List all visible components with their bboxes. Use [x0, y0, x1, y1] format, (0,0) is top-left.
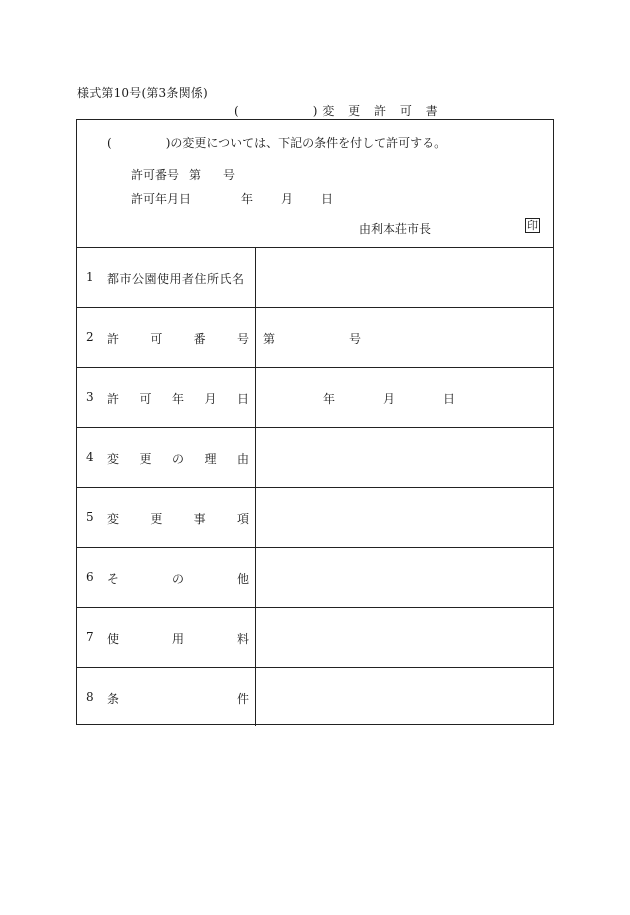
item-rows	[77, 248, 553, 726]
permit-date-label: 許可年月日	[131, 192, 192, 206]
row-value-cell[interactable]	[256, 668, 553, 726]
row-label-char: 許	[107, 392, 120, 406]
value-go: 号	[349, 332, 362, 346]
table-row	[77, 248, 553, 308]
row-value-cell[interactable]	[256, 368, 553, 427]
statement-open-paren: (	[107, 136, 112, 150]
row-label-char: 料	[236, 632, 249, 646]
row-label-char: 日	[236, 392, 249, 406]
row-number: 4	[86, 450, 94, 464]
row-value-cell[interactable]	[256, 488, 553, 547]
row-label	[107, 270, 249, 287]
row-label-cell	[77, 368, 256, 427]
table-row	[77, 668, 553, 726]
seal-mark: 印	[527, 219, 538, 232]
row-label-char: 件	[236, 692, 249, 706]
permit-number-go: 号	[223, 168, 236, 182]
row-label	[107, 570, 249, 587]
row-value-cell[interactable]	[256, 428, 553, 487]
permit-number-dai: 第	[189, 168, 202, 182]
row-label-char: 都市公園使用者住所氏名	[107, 272, 245, 286]
row-label	[107, 390, 249, 407]
row-number: 8	[86, 690, 94, 704]
row-label	[107, 690, 249, 707]
permit-number-line	[131, 166, 235, 183]
row-value-cell[interactable]	[256, 308, 553, 367]
row-value-cell[interactable]	[256, 248, 553, 307]
row-number: 6	[86, 570, 94, 584]
permit-number-value	[263, 330, 361, 347]
value-day: 日	[443, 392, 456, 406]
row-number: 7	[86, 630, 94, 644]
table-row	[77, 608, 553, 668]
row-label	[107, 450, 249, 467]
row-number: 1	[86, 270, 94, 284]
row-label-char: 許	[107, 332, 120, 346]
row-label-char: 使	[107, 632, 120, 646]
row-value-cell[interactable]	[256, 548, 553, 607]
table-row	[77, 308, 553, 368]
permit-date-month: 月	[281, 192, 294, 206]
value-year: 年	[323, 392, 336, 406]
row-label-char: 更	[139, 452, 152, 466]
permit-date-day: 日	[321, 192, 334, 206]
row-number: 3	[86, 390, 94, 404]
header-block	[77, 120, 553, 248]
row-label-cell	[77, 428, 256, 487]
permit-form-table	[76, 119, 554, 725]
document-title	[234, 102, 443, 119]
row-label-char: 理	[204, 452, 217, 466]
title-text: )変 更 許 可 書	[312, 104, 443, 118]
value-dai: 第	[263, 332, 276, 346]
row-label-char: 用	[171, 632, 184, 646]
permit-date-year: 年	[241, 192, 254, 206]
row-label-char: 変	[107, 452, 120, 466]
row-label-char: 年	[171, 392, 184, 406]
row-label-char: そ	[107, 572, 120, 586]
permit-statement	[107, 134, 446, 151]
table-row	[77, 488, 553, 548]
row-label-char: 他	[236, 572, 249, 586]
row-label	[107, 510, 249, 527]
form-number-label: 様式第10号(第3条関係)	[77, 86, 208, 100]
permit-date-value	[323, 390, 455, 407]
row-label-char: 更	[150, 512, 163, 526]
permit-number-label: 許可番号	[131, 168, 180, 182]
permit-date-line	[131, 190, 333, 207]
mayor-name: 由利本荘市長	[359, 222, 432, 236]
row-value-cell[interactable]	[256, 608, 553, 667]
row-number: 2	[86, 330, 94, 344]
row-label-char: 番	[193, 332, 206, 346]
row-number: 5	[86, 510, 94, 524]
row-label-char: 変	[107, 512, 120, 526]
title-open-paren: (	[234, 104, 239, 118]
row-label-cell	[77, 668, 256, 726]
row-label-cell	[77, 608, 256, 667]
row-label-char: 月	[204, 392, 217, 406]
row-label-cell	[77, 308, 256, 367]
row-label-char: 条	[107, 692, 120, 706]
table-row	[77, 548, 553, 608]
row-label-cell	[77, 248, 256, 307]
value-month: 月	[383, 392, 396, 406]
row-label-char: 号	[236, 332, 249, 346]
row-label	[107, 330, 249, 347]
row-label-char: 項	[236, 512, 249, 526]
row-label-char: 可	[150, 332, 163, 346]
row-label	[107, 630, 249, 647]
row-label-cell	[77, 548, 256, 607]
table-row	[77, 428, 553, 488]
row-label-char: の	[171, 572, 184, 586]
statement-text: )の変更については、下記の条件を付して許可する。	[165, 136, 447, 150]
row-label-char: の	[171, 452, 184, 466]
row-label-char: 可	[139, 392, 152, 406]
row-label-char: 由	[236, 452, 249, 466]
row-label-char: 事	[193, 512, 206, 526]
table-row	[77, 368, 553, 428]
row-label-cell	[77, 488, 256, 547]
